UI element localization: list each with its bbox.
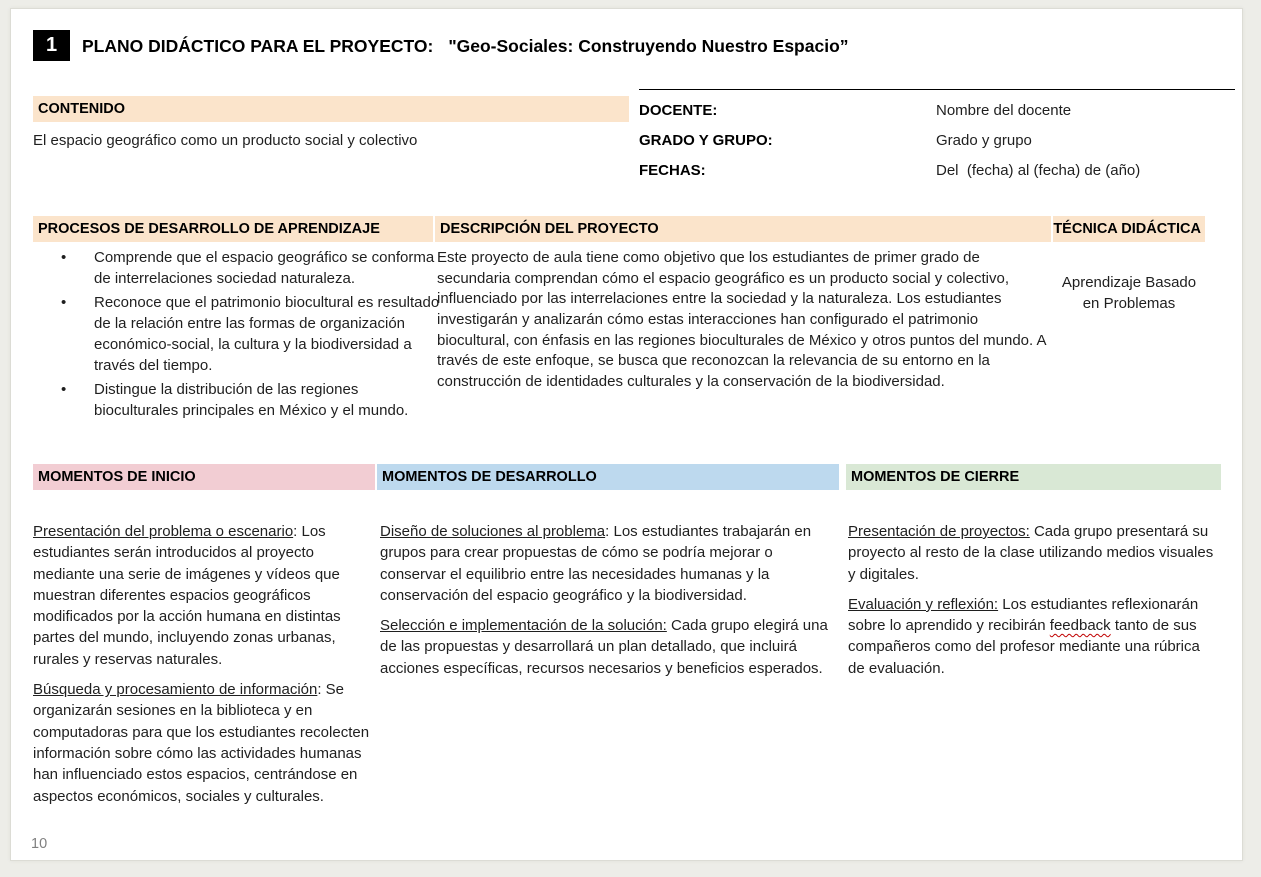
momentos-desarrollo-header: MOMENTOS DE DESARROLLO bbox=[377, 464, 839, 490]
paragraph-text: : Se organizarán sesiones en la biblioteca y en computadoras para que los estudiantes recolecten información sobre cómo las actividades humanas han influenciado estos espacios, centrándose en aspectos económicos, sociales y culturales. bbox=[33, 681, 370, 805]
fechas-value: Del (fecha) al (fecha) de (año) bbox=[936, 162, 1141, 179]
momentos-inicio-column bbox=[33, 521, 379, 816]
paragraph-lead: Evaluación y reflexión: bbox=[848, 595, 999, 613]
paragraph bbox=[380, 521, 834, 606]
paragraph bbox=[33, 679, 379, 807]
momentos-cierre-column bbox=[848, 521, 1220, 688]
fechas-label: FECHAS: bbox=[639, 162, 706, 179]
bullet-text: Distingue la distribución de las regiones bioculturales principales en México y el mundo. bbox=[94, 381, 409, 419]
paragraph-text: tanto de sus compañeros como del profesor mediante una rúbrica de evaluación. bbox=[848, 617, 1200, 677]
momentos-cierre-header: MOMENTOS DE CIERRE bbox=[846, 464, 1221, 490]
list-item bbox=[33, 247, 441, 289]
procesos-header: PROCESOS DE DESARROLLO DE APRENDIZAJE bbox=[33, 216, 433, 242]
procesos-bullet-list bbox=[33, 247, 441, 424]
list-item bbox=[33, 379, 441, 421]
paragraph-text: Cada grupo elegirá una de las propuestas y desarrollará un plan detallado, que incluirá acciones específicas, recursos necesarios y beneficios esperados. bbox=[380, 617, 828, 677]
descripcion-header: DESCRIPCIÓN DEL PROYECTO bbox=[435, 216, 1051, 242]
contenido-body: El espacio geográfico como un producto social y colectivo bbox=[33, 132, 418, 149]
section-number-box: 1 bbox=[33, 30, 70, 61]
contenido-header: CONTENIDO bbox=[33, 96, 629, 122]
paragraph bbox=[848, 594, 1220, 679]
paragraph-lead: Búsqueda y procesamiento de información bbox=[33, 681, 318, 699]
paragraph-lead: Presentación del problema o escenario bbox=[33, 523, 294, 540]
momentos-inicio-header: MOMENTOS DE INICIO bbox=[33, 464, 375, 490]
grado-grupo-value: Grado y grupo bbox=[936, 132, 1032, 149]
paragraph bbox=[380, 615, 834, 679]
paragraph-lead: Presentación de proyectos: bbox=[848, 523, 1030, 540]
paragraph-text: : Los estudiantes trabajarán en grupos para crear propuestas de cómo se podría mejorar o conservar el equilibrio entre las necesidades humanas y la conservación del espacio geográfico y la biodiversidad. bbox=[380, 523, 812, 604]
docente-label: DOCENTE: bbox=[639, 102, 718, 119]
page-number: 10 bbox=[31, 836, 48, 852]
page-title-project-name: "Geo-Sociales: Construyendo Nuestro Espacio” bbox=[448, 36, 849, 56]
bullet-icon: • bbox=[61, 249, 67, 266]
docente-value: Nombre del docente bbox=[936, 102, 1072, 119]
descripcion-body: Este proyecto de aula tiene como objetivo que los estudiantes de primer grado de secundaria comprendan cómo el espacio geográfico es un producto social y colectivo, influenciado por las interrelaciones entre la sociedad y la naturaleza. Los estudiantes investigarán y analizarán cómo estas interacciones han configurado el patrimonio biocultural, con énfasis en las regiones bioculturales de México y otros puntos del mundo. A través de este enfoque, se busca que reconozcan la relevancia de su entorno en la construcción de identidades culturales y la conservación de la biodiversidad. bbox=[437, 249, 1046, 391]
teacher-info-block bbox=[639, 89, 1235, 179]
bullet-icon: • bbox=[61, 294, 67, 311]
page-title bbox=[82, 36, 849, 57]
paragraph-text: Los estudiantes reflexionarán sobre lo aprendido y recibirán bbox=[848, 595, 1199, 635]
bullet-text: Comprende que el espacio geográfico se conforma de interrelaciones sociedad naturaleza. bbox=[94, 249, 435, 287]
paragraph-lead: Selección e implementación de la solución: bbox=[380, 617, 667, 635]
bullet-icon: • bbox=[61, 381, 67, 398]
spellcheck-flagged-word: feedback bbox=[1049, 617, 1111, 635]
paragraph bbox=[33, 521, 379, 670]
bullet-text: Reconoce que el patrimonio biocultural es resultado de la relación entre las formas de organización económico-social, la cultura y la biodiversidad a través del tiempo. bbox=[94, 294, 440, 374]
document-page bbox=[10, 8, 1243, 861]
grado-grupo-label: GRADO Y GRUPO: bbox=[639, 132, 773, 149]
tecnica-header: TÉCNICA DIDÁCTICA bbox=[1053, 216, 1205, 242]
page-title-main: PLANO DIDÁCTICO PARA EL PROYECTO: bbox=[82, 36, 434, 56]
momentos-desarrollo-column bbox=[380, 521, 834, 688]
paragraph-text: Cada grupo presentará su proyecto al resto de la clase utilizando medios visuales y digitales. bbox=[848, 523, 1214, 583]
list-item bbox=[33, 292, 441, 376]
paragraph-text: : Los estudiantes serán introducidos al proyecto mediante una serie de imágenes y vídeos que muestran diferentes espacios geográficos modificados por la acción humana en distintas partes del mundo, incluyendo zonas urbanas, rurales y reservas naturales. bbox=[33, 523, 341, 668]
paragraph-lead: Diseño de soluciones al problema bbox=[380, 523, 606, 540]
paragraph bbox=[848, 521, 1220, 585]
tecnica-body: Aprendizaje Basado en Problemas bbox=[1061, 274, 1197, 312]
